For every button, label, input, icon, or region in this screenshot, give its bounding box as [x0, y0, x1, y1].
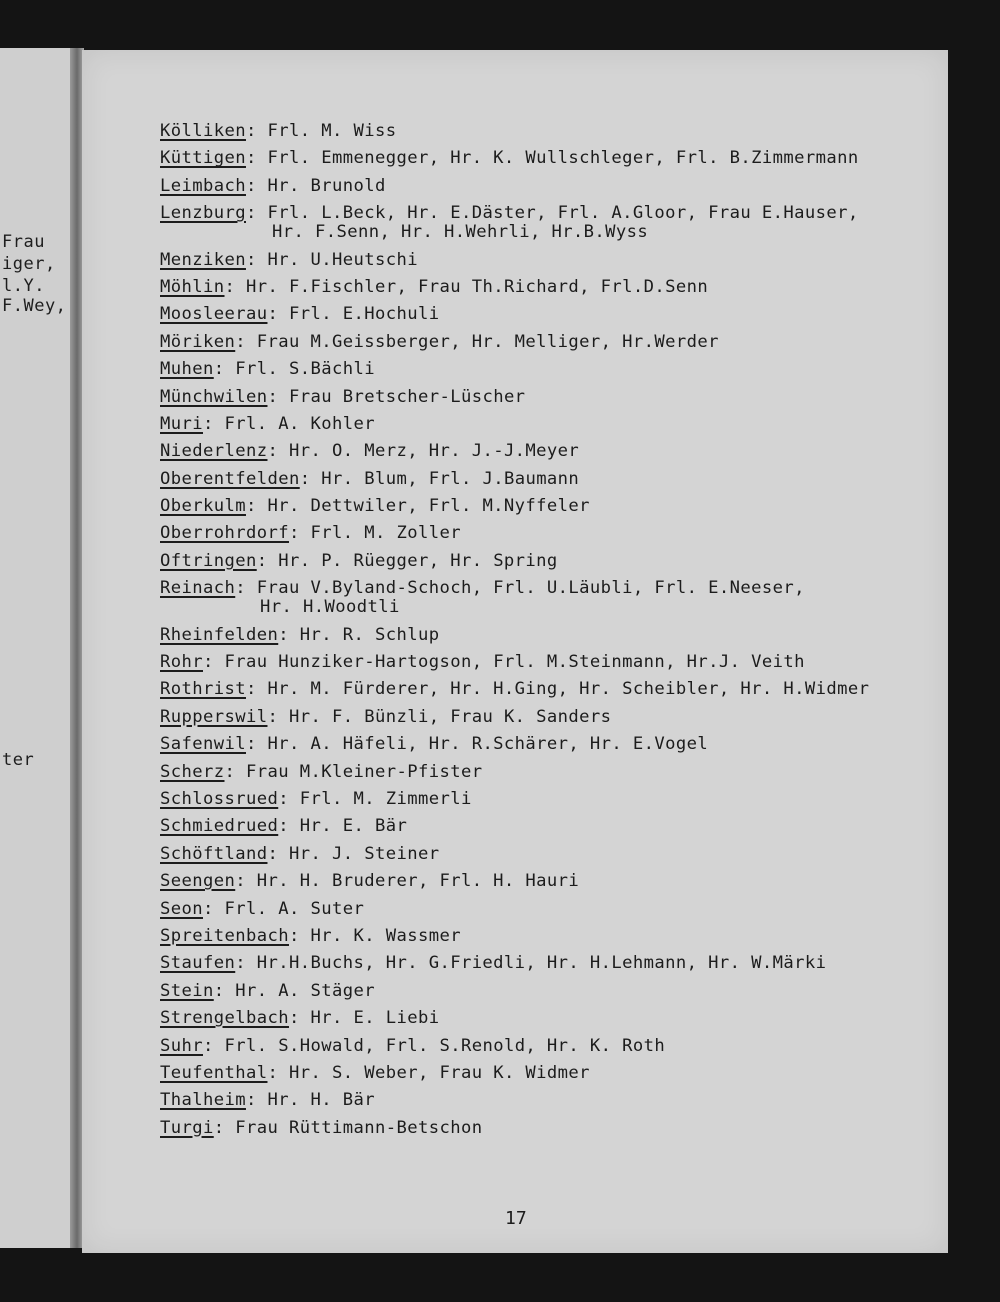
- place-name: Schöftland: [160, 843, 268, 864]
- separator: :: [235, 953, 246, 974]
- directory-entry: [160, 1037, 950, 1056]
- separator: :: [245, 203, 257, 224]
- place-name: Möriken: [160, 331, 236, 352]
- separator: :: [213, 1117, 225, 1138]
- member-names: Hr. K. Wassmer: [310, 925, 461, 946]
- directory-entry: [160, 1064, 950, 1083]
- directory-entry: [160, 653, 950, 672]
- directory-entry: [160, 954, 950, 973]
- member-names: Frau Bretscher-Lüscher: [288, 386, 526, 407]
- place-name: Scherz: [160, 761, 225, 782]
- directory-entry: [160, 790, 950, 809]
- separator: :: [267, 1062, 279, 1083]
- member-names: Hr. A. Häfeli, Hr. R.Schärer, Hr. E.Vogel: [267, 734, 709, 755]
- member-names: Frau Rüttimann-Betschon: [235, 1117, 483, 1138]
- place-name: Schlossrued: [160, 788, 279, 809]
- member-names: Frl. M. Wiss: [267, 121, 397, 141]
- place-name: Reinach: [160, 578, 236, 599]
- place-name: Rupperswil: [160, 706, 268, 727]
- member-names: Hr. A. Stäger: [235, 980, 375, 1001]
- directory-entry: [160, 680, 950, 699]
- member-names: Hr. R. Schlup: [299, 624, 440, 645]
- separator: :: [278, 816, 289, 837]
- left-fragment: ter: [2, 750, 35, 770]
- separator: :: [245, 175, 257, 196]
- place-name: Menziken: [160, 249, 246, 270]
- directory-entry: [160, 333, 950, 352]
- member-names: Frl. M. Zoller: [310, 523, 461, 544]
- directory-entry: [160, 251, 950, 270]
- separator: :: [267, 706, 279, 727]
- separator: :: [288, 1008, 300, 1029]
- separator: :: [299, 468, 311, 489]
- place-name: Oberkulm: [160, 496, 246, 517]
- place-name: Oftringen: [160, 550, 257, 571]
- place-name: Oberrohrdorf: [160, 523, 289, 544]
- place-name: Thalheim: [160, 1090, 246, 1111]
- member-names: Hr. E. Liebi: [310, 1008, 440, 1029]
- separator: :: [267, 386, 279, 407]
- separator: :: [278, 624, 289, 645]
- place-name: Rheinfelden: [160, 624, 279, 645]
- separator: :: [245, 734, 257, 755]
- member-names-continued: Hr. F.Senn, Hr. H.Wehrli, Hr.B.Wyss: [272, 222, 649, 243]
- place-name: Safenwil: [160, 734, 246, 755]
- member-names: Frau M.Kleiner-Pfister: [246, 761, 483, 782]
- place-name: Moosleerau: [160, 304, 268, 325]
- member-names: Hr. F.Fischler, Frau Th.Richard, Frl.D.Senn: [246, 276, 709, 297]
- separator: :: [288, 523, 300, 544]
- member-names: Frl. S.Howald, Frl. S.Renold, Hr. K. Roth: [224, 1035, 666, 1056]
- directory-entry: [160, 735, 950, 754]
- place-name: Seengen: [160, 871, 236, 892]
- separator: :: [235, 578, 246, 599]
- place-name: Muri: [160, 413, 203, 434]
- member-names: Hr. Brunold: [267, 175, 386, 196]
- separator: :: [235, 871, 246, 892]
- place-name: Strengelbach: [160, 1008, 289, 1029]
- directory-list: [160, 122, 950, 1146]
- member-names: Hr. J. Steiner: [288, 843, 440, 864]
- separator: :: [203, 1035, 214, 1056]
- member-names: Hr. H. Bär: [267, 1090, 375, 1111]
- member-names: Frl. M. Zimmerli: [299, 788, 472, 809]
- directory-entry: [160, 149, 950, 168]
- directory-entry: [160, 927, 950, 946]
- separator: :: [245, 249, 257, 270]
- place-name: Münchwilen: [160, 386, 268, 407]
- place-name: Oberentfelden: [160, 468, 300, 489]
- left-fragment: F.Wey,: [2, 296, 67, 316]
- directory-entry: [160, 872, 950, 891]
- separator: :: [203, 413, 214, 434]
- member-names: Frau M.Geissberger, Hr. Melliger, Hr.Werder: [256, 331, 719, 352]
- separator: :: [245, 1090, 257, 1111]
- place-name: Rothrist: [160, 679, 246, 700]
- directory-entry: [160, 1009, 950, 1028]
- place-name: Suhr: [160, 1035, 203, 1056]
- member-names: Hr. H. Bruderer, Frl. H. Hauri: [256, 871, 580, 892]
- separator: :: [224, 276, 236, 297]
- directory-entry: [160, 982, 950, 1001]
- place-name: Stein: [160, 980, 214, 1001]
- directory-entry: [160, 388, 950, 407]
- directory-entry: [160, 552, 950, 571]
- member-names-continued: Hr. H.Woodtli: [260, 597, 400, 618]
- member-names: Hr. P. Rüegger, Hr. Spring: [278, 550, 558, 571]
- directory-entry: [160, 442, 950, 461]
- directory-entry: [160, 415, 950, 434]
- member-names: Frl. E.Hochuli: [288, 304, 440, 325]
- left-page-edge: [0, 48, 74, 1248]
- place-name: Muhen: [160, 359, 214, 380]
- separator: :: [256, 550, 268, 571]
- place-name: Spreitenbach: [160, 925, 289, 946]
- member-names: Hr. Blum, Frl. J.Baumann: [321, 468, 580, 489]
- place-name: Möhlin: [160, 276, 225, 297]
- separator: :: [203, 652, 214, 673]
- member-names: Frl. Emmenegger, Hr. K. Wullschleger, Frl. B.Zimmermann: [267, 148, 859, 169]
- member-names: Hr. O. Merz, Hr. J.-J.Meyer: [288, 441, 580, 462]
- directory-entry: [160, 900, 950, 919]
- place-name: Rohr: [160, 652, 203, 673]
- member-names: Hr. F. Bünzli, Frau K. Sanders: [288, 706, 612, 727]
- member-names: Frl. A. Suter: [224, 898, 365, 919]
- directory-entry: [160, 817, 950, 836]
- separator: :: [278, 788, 289, 809]
- place-name: Schmiedrued: [160, 816, 279, 837]
- place-name: Staufen: [160, 953, 236, 974]
- directory-entry: [160, 497, 950, 516]
- member-names: Frau Hunziker-Hartogson, Frl. M.Steinmann, Hr.J. Veith: [224, 652, 805, 673]
- left-fragment: iger,: [2, 254, 56, 274]
- member-names: Frl. L.Beck, Hr. E.Däster, Frl. A.Gloor, Frau E.Hauser,: [267, 203, 859, 224]
- member-names: Hr. U.Heutschi: [267, 249, 418, 270]
- directory-entry: [160, 626, 950, 645]
- member-names: Hr. S. Weber, Frau K. Widmer: [288, 1062, 590, 1083]
- separator: :: [224, 761, 236, 782]
- member-names: Hr. Dettwiler, Frl. M.Nyffeler: [267, 496, 590, 517]
- place-name: Kölliken: [160, 121, 246, 141]
- directory-entry: [160, 177, 950, 196]
- place-name: Küttigen: [160, 148, 246, 169]
- separator: :: [245, 496, 257, 517]
- directory-entry: [160, 579, 950, 617]
- member-names: Hr. M. Fürderer, Hr. H.Ging, Hr. Scheibler, Hr. H.Widmer: [267, 679, 870, 700]
- member-names: Hr. E. Bär: [299, 816, 408, 837]
- separator: :: [203, 898, 214, 919]
- place-name: Turgi: [160, 1117, 214, 1138]
- member-names: Hr.H.Buchs, Hr. G.Friedli, Hr. H.Lehmann, Hr. W.Märki: [256, 953, 827, 974]
- separator: :: [213, 359, 225, 380]
- separator: :: [245, 679, 257, 700]
- separator: :: [213, 980, 225, 1001]
- place-name: Lenzburg: [160, 203, 246, 224]
- directory-entry: [160, 278, 950, 297]
- separator: :: [267, 304, 279, 325]
- member-names: Frl. S.Bächli: [235, 359, 375, 380]
- separator: :: [267, 843, 279, 864]
- directory-entry: [160, 360, 950, 379]
- directory-entry: [160, 524, 950, 543]
- place-name: Niederlenz: [160, 441, 268, 462]
- page-number: 17: [505, 1208, 527, 1229]
- separator: :: [267, 441, 279, 462]
- left-fragment: l.Y.: [2, 276, 45, 296]
- member-names: Frl. A. Kohler: [224, 413, 375, 434]
- place-name: Leimbach: [160, 175, 246, 196]
- left-fragment: Frau: [2, 232, 45, 252]
- place-name: Teufenthal: [160, 1062, 268, 1083]
- separator: :: [245, 121, 257, 141]
- place-name: Seon: [160, 898, 203, 919]
- separator: :: [235, 331, 246, 352]
- directory-entry: [160, 1119, 950, 1138]
- directory-entry: [160, 763, 950, 782]
- directory-entry: [160, 122, 950, 141]
- member-names: Frau V.Byland-Schoch, Frl. U.Läubli, Frl. E.Neeser,: [256, 578, 805, 599]
- directory-entry: [160, 1091, 950, 1110]
- separator: :: [245, 148, 257, 169]
- directory-entry: [160, 305, 950, 324]
- separator: :: [288, 925, 300, 946]
- directory-entry: [160, 708, 950, 727]
- directory-entry: [160, 845, 950, 864]
- directory-entry: [160, 470, 950, 489]
- directory-entry: [160, 204, 950, 242]
